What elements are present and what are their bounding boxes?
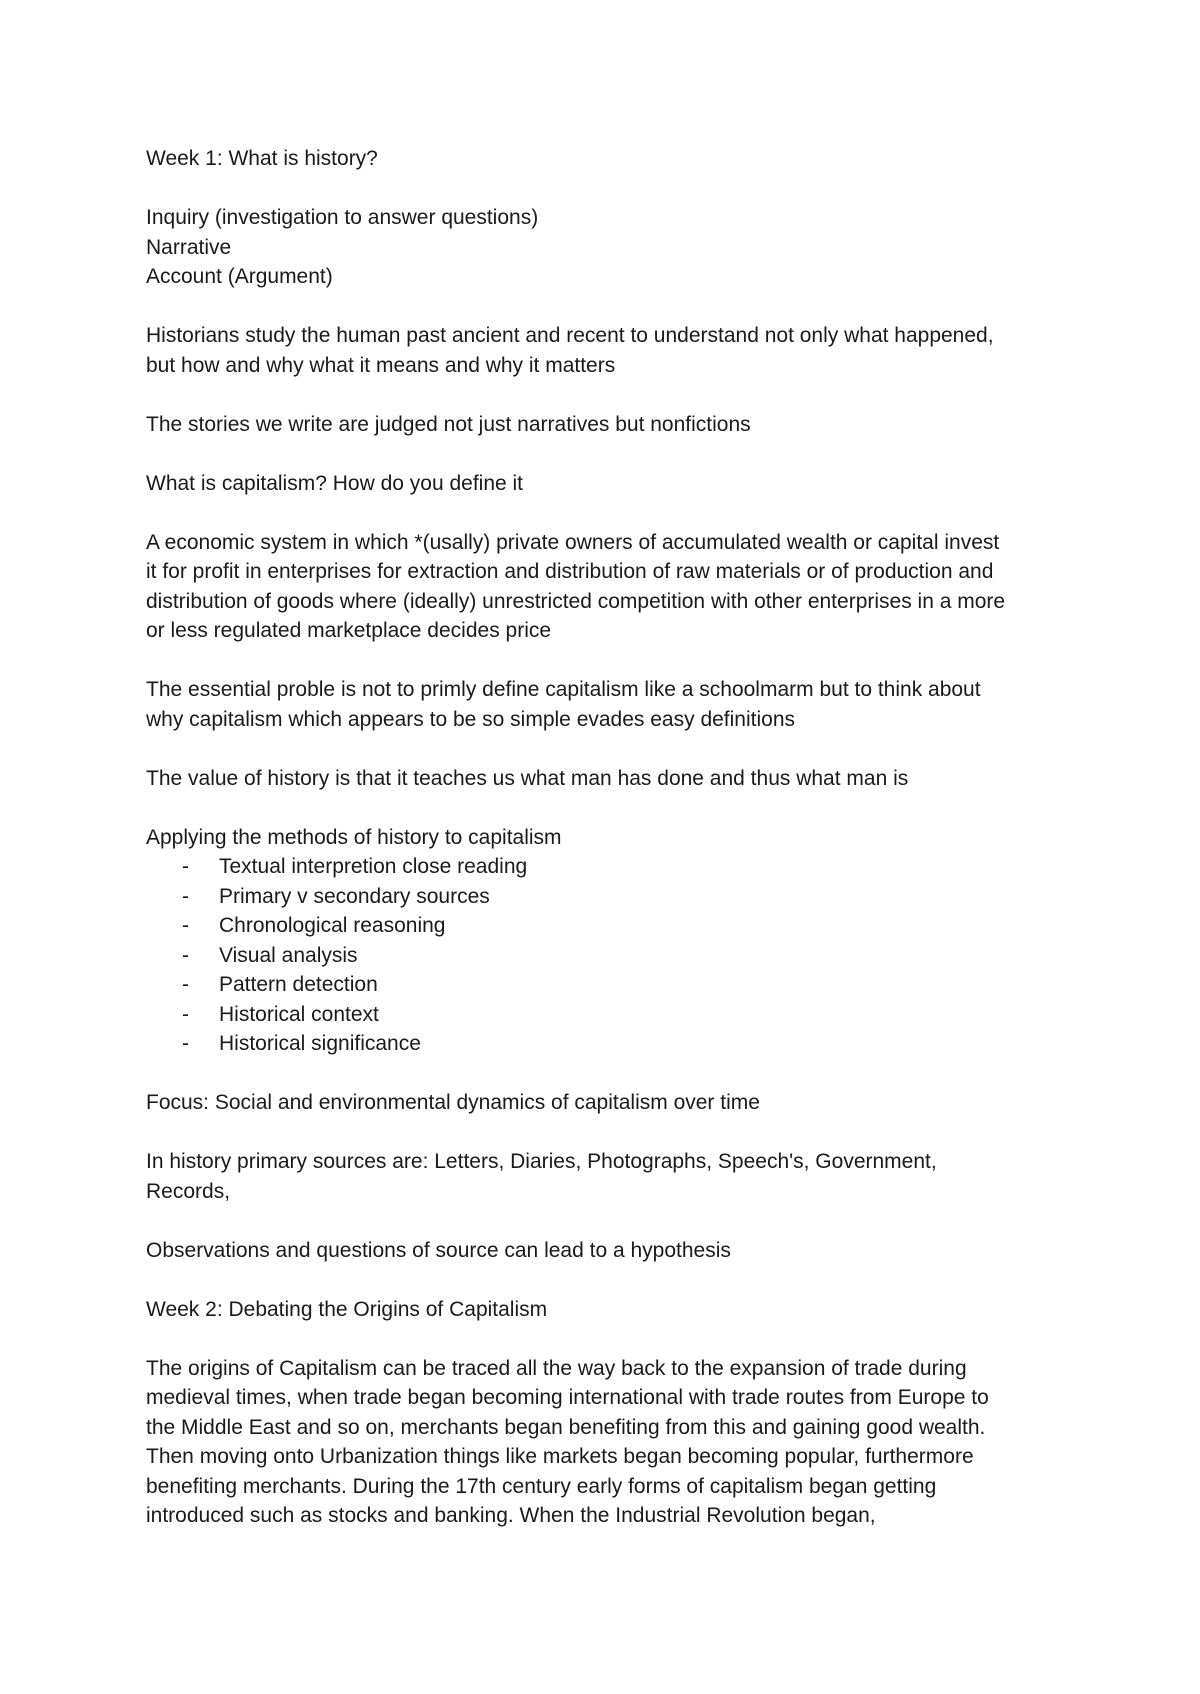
- list-item-text: Historical context: [219, 1002, 379, 1026]
- value-paragraph: The value of history is that it teaches us what man has done and thus what man is: [146, 766, 909, 790]
- origins-line-3: the Middle East and so on, merchants began benefiting from this and gaining good wealth.: [146, 1415, 986, 1439]
- capitalism-question: What is capitalism? How do you define it: [146, 471, 524, 495]
- list-item: [146, 882, 1076, 912]
- list-item-text: Chronological reasoning: [219, 914, 446, 937]
- list-item-text: Primary v secondary sources: [219, 884, 490, 908]
- spacer: [146, 1265, 1076, 1295]
- spacer: [146, 646, 1076, 676]
- historians-paragraph-line-2: but how and why what it means and why it matters: [146, 353, 616, 377]
- definition-line-4: or less regulated marketplace decides price: [146, 619, 552, 642]
- origins-line-6: introduced such as stocks and banking. When the Industrial Revolution began,: [146, 1504, 876, 1527]
- spacer: [146, 380, 1076, 410]
- term-inquiry: Inquiry (investigation to answer questions): [146, 206, 539, 229]
- list-item: [146, 941, 1076, 971]
- stories-paragraph: The stories we write are judged not just narratives but nonfictions: [146, 412, 751, 436]
- dash-bullet: -: [182, 973, 189, 996]
- spacer: [146, 439, 1076, 469]
- dash-bullet: -: [182, 914, 189, 937]
- spacer: [146, 734, 1076, 764]
- term-account: Account (Argument): [146, 265, 333, 288]
- spacer: [146, 793, 1076, 823]
- list-item: [146, 970, 1076, 1000]
- dash-bullet: -: [182, 1002, 189, 1026]
- dash-bullet: -: [182, 1032, 189, 1055]
- origins-line-4: Then moving onto Urbanization things like markets began becoming popular, furthermore: [146, 1445, 974, 1468]
- document-page: [146, 144, 1076, 1531]
- list-item: [146, 852, 1076, 882]
- list-item-text: Pattern detection: [219, 973, 378, 996]
- list-item-text: Historical significance: [219, 1032, 421, 1055]
- list-item: [146, 1029, 1076, 1059]
- spacer: [146, 174, 1076, 204]
- definition-line-1: A economic system in which *(usally) private owners of accumulated wealth or capital invest: [146, 530, 1000, 554]
- origins-line-5: benefiting merchants. During the 17th century early forms of capitalism began getting: [146, 1474, 937, 1498]
- essential-line-2: why capitalism which appears to be so simple evades easy definitions: [146, 707, 796, 731]
- week1-heading: Week 1: What is history?: [146, 147, 378, 170]
- spacer: [146, 1324, 1076, 1354]
- primary-sources-line-2: Records,: [146, 1179, 231, 1203]
- dash-bullet: -: [182, 943, 189, 967]
- historians-paragraph-line-1: Historians study the human past ancient and recent to understand not only what happened,: [146, 324, 994, 347]
- focus-paragraph: Focus: Social and environmental dynamics of capitalism over time: [146, 1091, 760, 1114]
- list-item: [146, 911, 1076, 941]
- origins-line-2: medieval times, when trade began becoming international with trade routes from Europe to: [146, 1386, 989, 1409]
- week2-heading: Week 2: Debating the Origins of Capitalism: [146, 1297, 548, 1321]
- methods-list: [146, 852, 1076, 1059]
- observations-paragraph: Observations and questions of source can lead to a hypothesis: [146, 1238, 731, 1262]
- primary-sources-line-1: In history primary sources are: Letters, Diaries, Photographs, Speech's, Government,: [146, 1150, 937, 1173]
- spacer: [146, 1206, 1076, 1236]
- term-narrative: Narrative: [146, 235, 232, 259]
- spacer: [146, 498, 1076, 528]
- spacer: [146, 292, 1076, 322]
- methods-heading: Applying the methods of history to capitalism: [146, 825, 562, 849]
- list-item: [146, 1000, 1076, 1030]
- list-item-text: Textual interpretion close reading: [219, 855, 528, 878]
- list-item-text: Visual analysis: [219, 943, 358, 967]
- origins-line-1: The origins of Capitalism can be traced all the way back to the expansion of trade during: [146, 1356, 967, 1380]
- dash-bullet: -: [182, 884, 189, 908]
- essential-line-1: The essential proble is not to primly define capitalism like a schoolmarm but to think about: [146, 678, 981, 701]
- definition-line-3: distribution of goods where (ideally) unrestricted competition with other enterprises in a more: [146, 589, 1006, 613]
- spacer: [146, 1059, 1076, 1089]
- spacer: [146, 1118, 1076, 1148]
- definition-line-2: it for profit in enterprises for extraction and distribution of raw materials or of production and: [146, 560, 994, 583]
- dash-bullet: -: [182, 855, 189, 878]
